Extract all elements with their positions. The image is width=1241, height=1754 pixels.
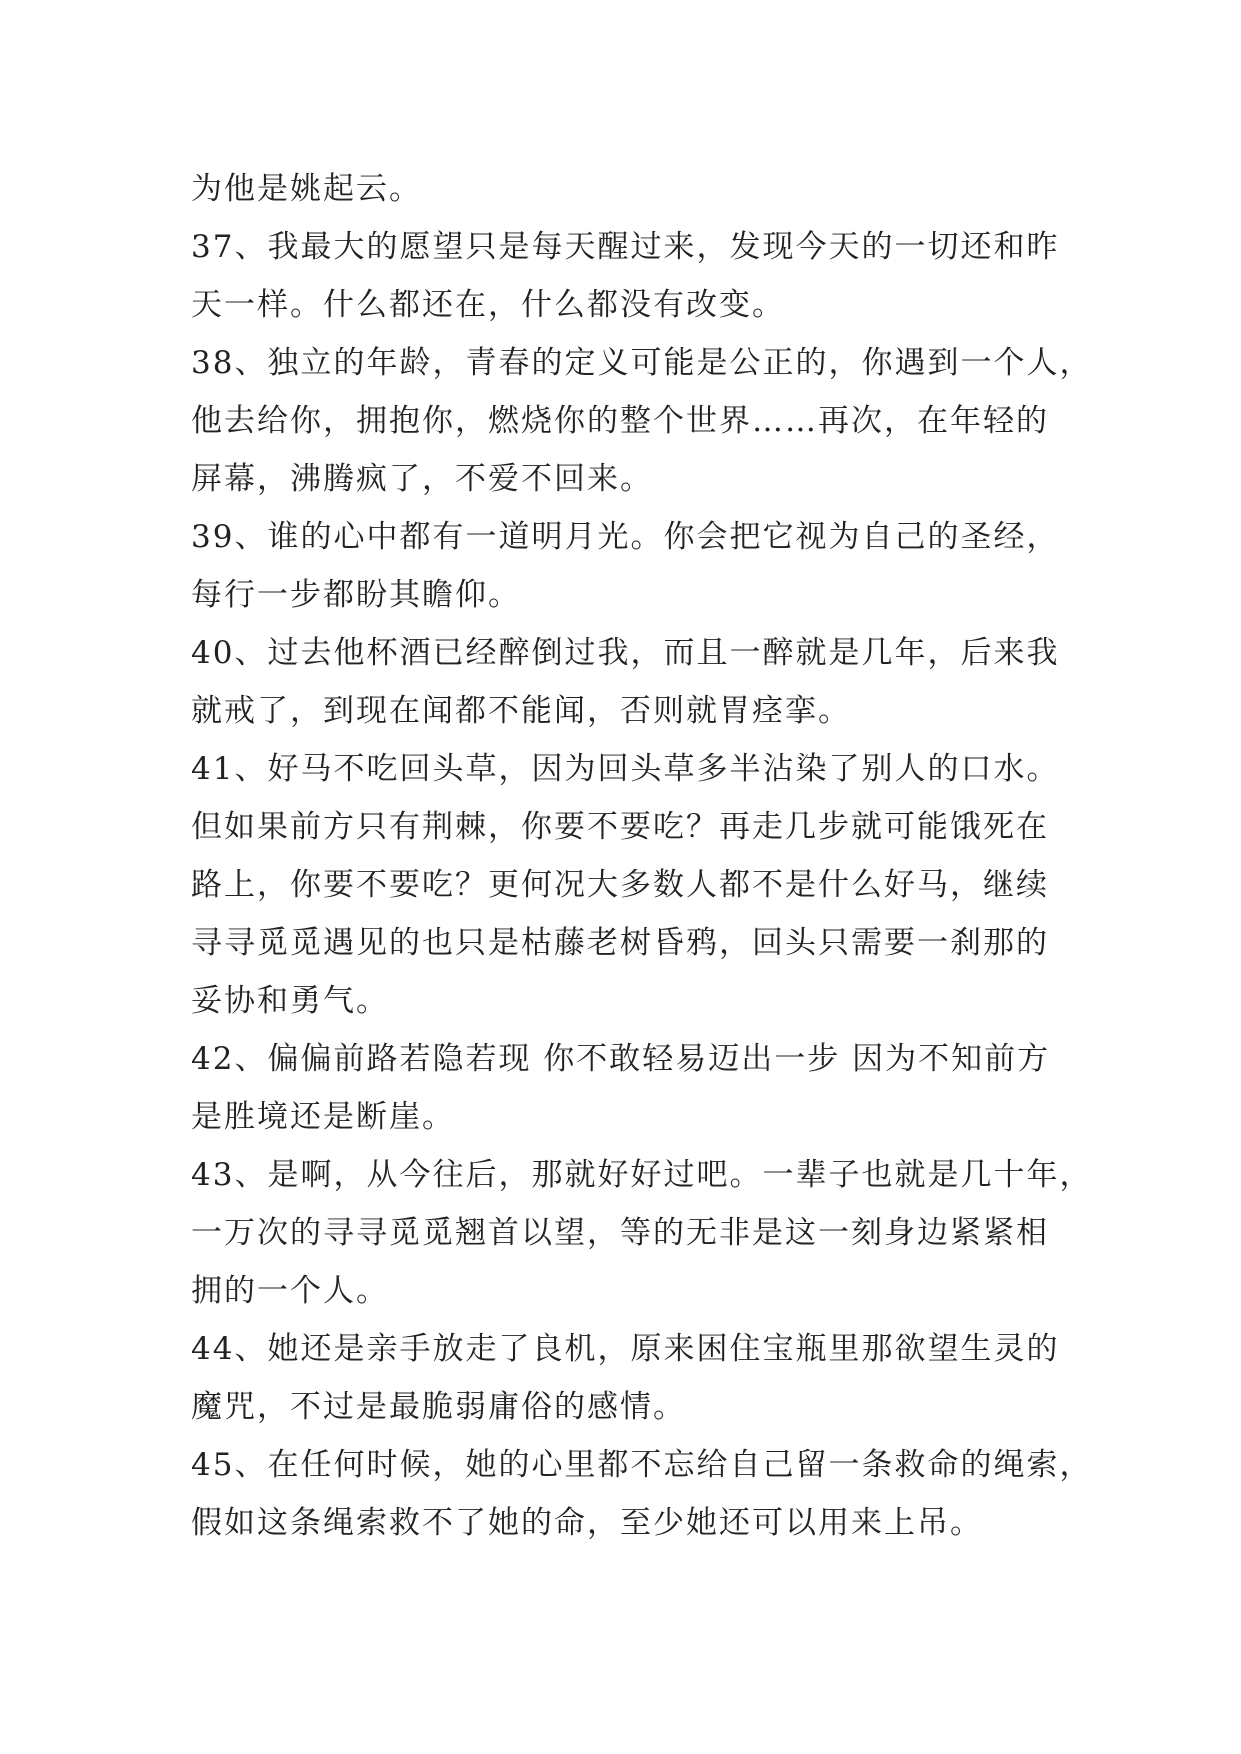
text-line: 就戒了，到现在闻都不能闻，否则就胃痉挛。: [191, 693, 851, 729]
text-line: 40、过去他杯酒已经醉倒过我，而且一醉就是几年，后来我: [191, 635, 1060, 671]
text-line: 37、我最大的愿望只是每天醒过来，发现今天的一切还和昨: [191, 229, 1060, 265]
document-body: [191, 160, 1093, 1552]
text-line: 一万次的寻寻觅觅翘首以望，等的无非是这一刻身边紧紧相: [191, 1215, 1049, 1251]
text-line: 他去给你，拥抱你，燃烧你的整个世界……再次，在年轻的: [191, 403, 1049, 439]
text-line: 38、独立的年龄，青春的定义可能是公正的，你遇到一个人，: [191, 345, 1093, 381]
text-line: 是胜境还是断崖。: [191, 1099, 455, 1135]
text-line: 43、是啊，从今往后，那就好好过吧。一辈子也就是几十年，: [191, 1157, 1093, 1193]
text-line: 魔咒，不过是最脆弱庸俗的感情。: [191, 1389, 686, 1425]
text-line: 39、谁的心中都有一道明月光。你会把它视为自己的圣经，: [191, 519, 1060, 555]
text-line: 屏幕，沸腾疯了，不爱不回来。: [191, 461, 653, 497]
text-line: 但如果前方只有荆棘，你要不要吃？再走几步就可能饿死在: [191, 809, 1049, 845]
text-line: 44、她还是亲手放走了良机，原来困住宝瓶里那欲望生灵的: [191, 1331, 1060, 1367]
text-line: 为他是姚起云。: [191, 171, 422, 207]
text-line: 假如这条绳索救不了她的命，至少她还可以用来上吊。: [191, 1505, 983, 1541]
text-line: 42、偏偏前路若隐若现 你不敢轻易迈出一步 因为不知前方: [191, 1041, 1051, 1077]
text-line: 41、好马不吃回头草，因为回头草多半沾染了别人的口水。: [191, 751, 1060, 787]
text-line: 45、在任何时候，她的心里都不忘给自己留一条救命的绳索，: [191, 1447, 1093, 1483]
text-line: 每行一步都盼其瞻仰。: [191, 577, 521, 613]
text-line: 拥的一个人。: [191, 1273, 389, 1309]
text-line: 妥协和勇气。: [191, 983, 389, 1019]
text-line: 路上，你要不要吃？更何况大多数人都不是什么好马，继续: [191, 867, 1049, 903]
text-line: 寻寻觅觅遇见的也只是枯藤老树昏鸦，回头只需要一刹那的: [191, 925, 1049, 961]
text-line: 天一样。什么都还在，什么都没有改变。: [191, 287, 785, 323]
